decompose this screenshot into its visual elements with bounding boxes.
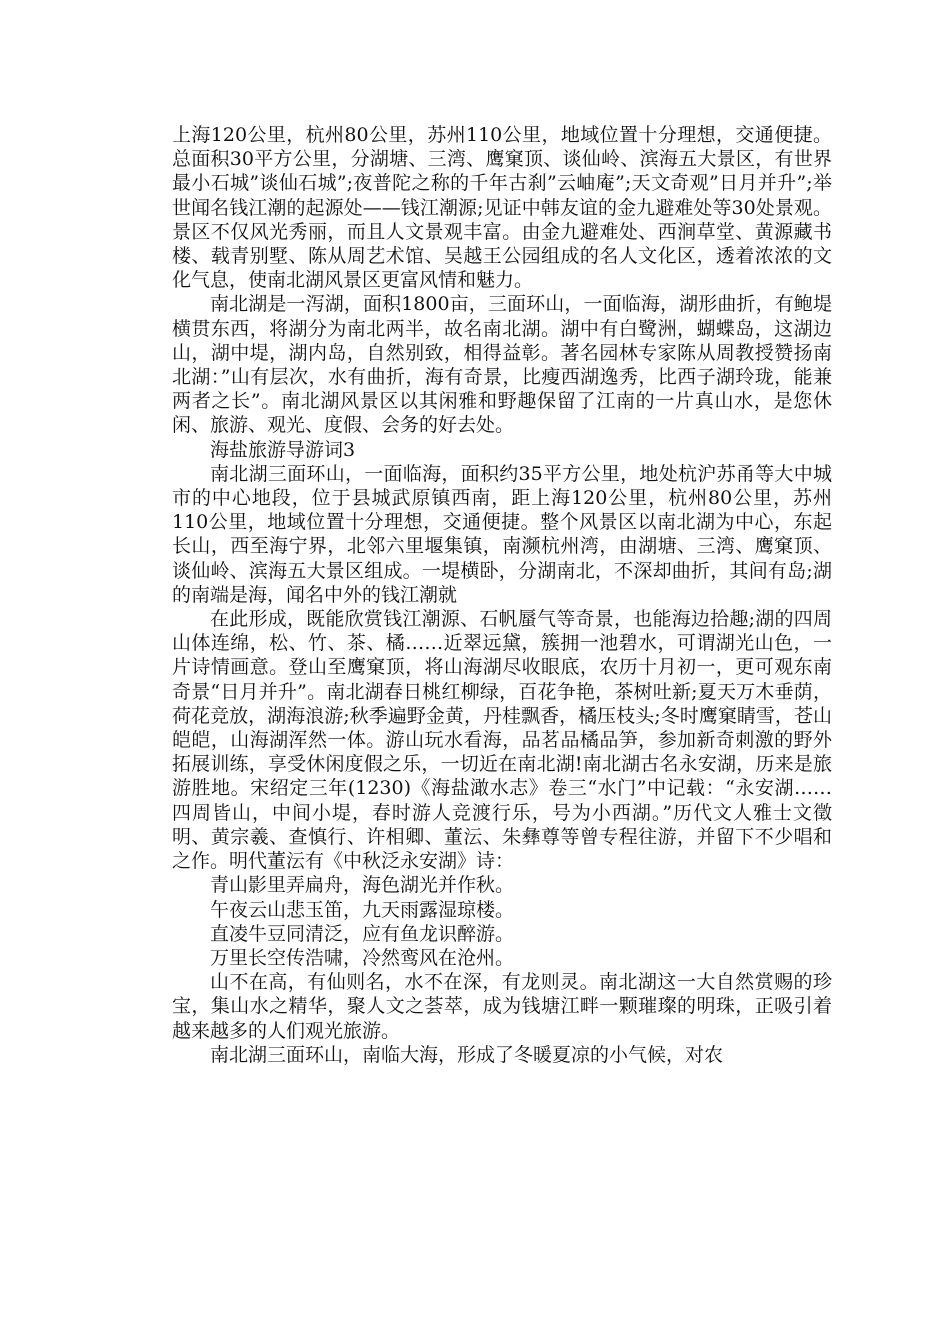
paragraph-3: 南北湖三面环山，一面临海，面积约35平方公里，地处杭沪苏甬等大中城市的中心地段，位于县城武原镇西南，距上海120公里，杭州80公里，苏州110公里，地域位置十分理想，交通便捷。整个风景区以南北湖为中心，东起长山，西至海宁界，北邻六里堰集镇，南濒杭州湾，由湖塘、三湾、鹰窠顶、谈仙岭、滨海五大景区组成。一堤横卧，分湖南北，不深却曲折，其间有岛;湖的南端是海，闻名中外的钱江潮就 [172,462,832,606]
poem-line-1: 青山影里弄扁舟，海色湖光并作秋。 [210,874,515,897]
paragraph-6: 南北湖三面环山，南临大海，形成了冬暖夏凉的小气候，对农 [210,1043,724,1066]
paragraph-1: 上海120公里，杭州80公里，苏州110公里，地域位置十分理想，交通便捷。总面积30平方公里，分湖塘、三湾、鹰窠顶、谈仙岭、滨海五大景区，有世界最小石城”谈仙石城”;夜普陀之称的千年古刹”云岫庵”;天文奇观”日月并升”;举世闻名钱江潮的起源处——钱江潮源;见证中韩友谊的金九避难处等30处景观。景区不仅风光秀丽，而且人文景观丰富。由金九避难处、西涧草堂、黄源藏书楼、载青别墅、陈从周艺术馆、吴越王公园组成的名人文化区，透着浓浓的文化气息，使南北湖风景区更富风情和魅力。 [172,124,832,292]
paragraph-5: 山不在高，有仙则名，水不在深，有龙则灵。南北湖这一大自然赏赐的珍宝，集山水之精华，聚人文之荟萃，成为钱塘江畔一颗璀璨的明珠，正吸引着越来越多的人们观光旅游。 [172,971,832,1042]
section-heading: 海盐旅游导游词3 [210,438,356,461]
paragraph-4: 在此形成，既能欣赏钱江潮源、石帆蜃气等奇景，也能海边拾趣;湖的四周山体连绵，松、竹、茶、橘……近翠远黛，簇拥一池碧水，可谓湖光山色，一片诗情画意。登山至鹰窠顶，将山海湖尽收眼底，农历十月初一，更可观东南奇景“日月并升”。南北湖春日桃红柳绿，百花争艳，茶树吐新;夏天万木垂荫，荷花竞放，湖海浪游;秋季遍野金黄，丹桂飘香，橘压枝头;冬时鹰窠睛雪，苍山皑皑，山海湖浑然一体。游山玩水看海，品茗品橘品笋，参加新奇刺激的野外拓展训练，享受休闲度假之乐，一切近在南北湖!南北湖古名永安湖，历来是旅游胜地。宋绍定三年(1230)《海盐澉水志》卷三“水门”中记载：“永安湖……四周皆山，中间小堤，春时游人竞渡行乐，号为小西湖。”历代文人雅士文徵明、黄宗羲、查慎行、许相卿、董沄、朱彝尊等曾专程往游，并留下不少唱和之作。明代董沄有《中秋泛永安湖》诗： [172,608,832,873]
document-body [172,123,832,1067]
poem-line-3: 直凌牛豆同清泛，应有鱼龙识醉游。 [210,922,515,945]
poem-line-2: 午夜云山悲玉笛，九天雨露湿琼楼。 [210,898,515,921]
paragraph-2: 南北湖是一泻湖，面积1800亩，三面环山，一面临海，湖形曲折，有鲍堤横贯东西，将湖分为南北两半，故名南北湖。湖中有白鹭洲，蝴蝶岛，这湖边山，湖中堤，湖内岛，自然别致，相得益彰。著名园林专家陈从周教授赞扬南北湖：”山有层次，水有曲折，海有奇景，比瘦西湖逸秀，比西子湖玲珑，能兼两者之长”。南北湖风景区以其闲雅和野趣保留了江南的一片真山水，是您休闲、旅游、观光、度假、会务的好去处。 [172,293,832,437]
poem-line-4: 万里长空传浩啸，冷然鸾风在沧州。 [210,946,515,969]
